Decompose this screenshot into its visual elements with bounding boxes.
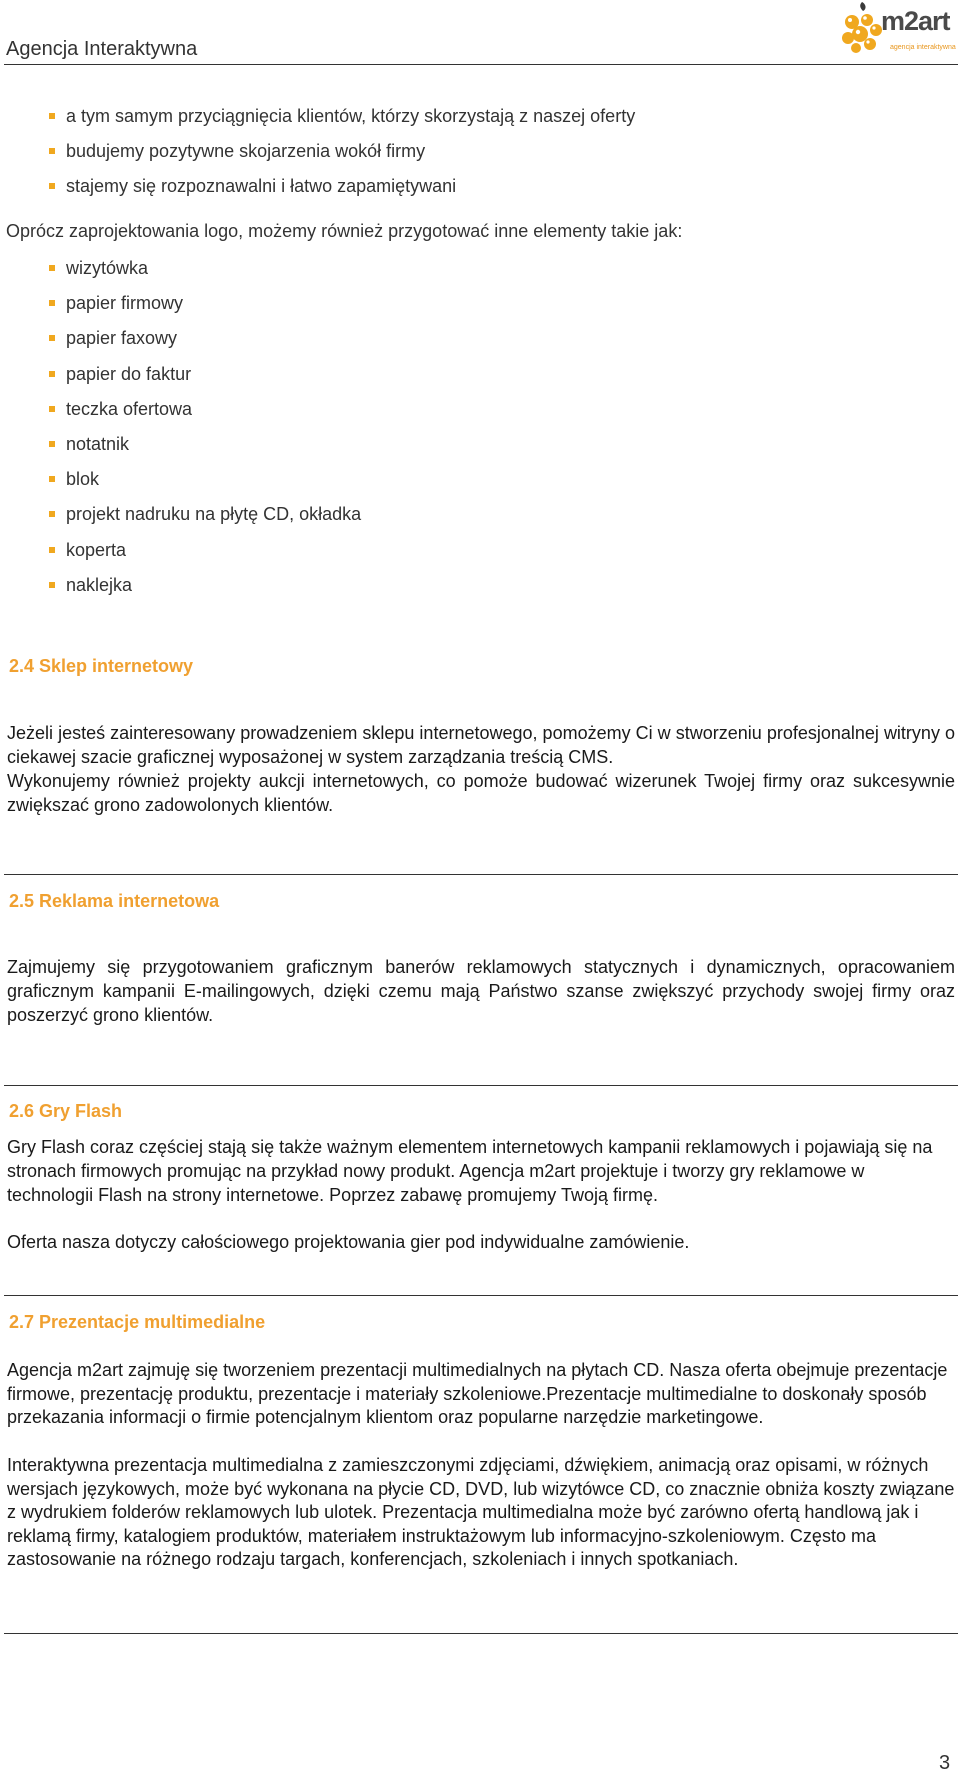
section-paragraph: Interaktywna prezentacja multimedialna z zamieszczonymi zdjęciami, dźwiękiem, animacją oraz opisami, w różnych wersjach językowych, może być wykonana na płycie CD, DVD, lub wizytówce CD, co znacznie obniża koszty związane z wydrukiem folderów reklamowych lub ulotek. Prezentacja multimedialna może być zarówno ofertą handlową jak i reklamą firmy, katalogiem produktów, materiałem instruktażowym lub informacyjno-szkoleniowym. Często ma zastosowanie na różnego rodzaju targach, konferencjach, szkoleniach i innych spotkaniach.: [7, 1455, 955, 1570]
list-item: stajemy się rozpoznawalni i łatwo zapamiętywani: [0, 169, 635, 204]
bullet-icon: [49, 511, 55, 517]
section-divider: [4, 1295, 958, 1296]
section-title-reklama: 2.5 Reklama internetowa: [9, 891, 220, 911]
section-paragraph: Agencja m2art zajmuję się tworzeniem prezentacji multimedialnych na płytach CD. Nasza oferta obejmuje prezentacje firmowe, prezentację produktu, prezentacje i materiały szkoleniowe.Prezentacje multimedialne to doskonały sposób przekazania informacji o firmie potencjalnym klientom oraz popularne narzędzie marketingowe.: [7, 1360, 948, 1428]
bullet-icon: [49, 183, 55, 189]
list-item: naklejka: [0, 568, 361, 603]
bullet-icon: [49, 406, 55, 412]
intro-text: Oprócz zaprojektowania logo, możemy również przygotować inne elementy takie jak:: [6, 221, 683, 241]
logo-subtext: agencja interaktywna: [890, 44, 956, 51]
header-title: Agencja Interaktywna: [6, 38, 198, 60]
page-number: 3: [939, 1752, 951, 1774]
list-item: papier firmowy: [0, 286, 361, 321]
bullet-icon: [49, 582, 55, 588]
orange-fruit-icon: [840, 0, 884, 56]
header-divider: [4, 64, 958, 65]
bullet-icon: [49, 547, 55, 553]
logo-wordmark: m2art: [881, 6, 950, 36]
section-divider: [4, 1085, 958, 1086]
list-item: papier faxowy: [0, 321, 361, 356]
bullet-icon: [49, 371, 55, 377]
list-item: projekt nadruku na płytę CD, okładka: [0, 497, 361, 532]
section-paragraph: Jeżeli jesteś zainteresowany prowadzeniem sklepu internetowego, pomożemy Ci w stworzeniu profesjonalnej witryny o ciekawej szacie graficznej wyposażonej w system zarządzania treścią CMS.: [7, 723, 955, 767]
list-item: wizytówka: [0, 251, 361, 286]
list-item: papier do faktur: [0, 357, 361, 392]
benefits-list: [0, 99, 635, 205]
section-paragraph: Oferta nasza dotyczy całościowego projektowania gier pod indywidualne zamówienie.: [7, 1232, 690, 1252]
bullet-icon: [49, 476, 55, 482]
section-title-sklep: 2.4 Sklep internetowy: [9, 656, 194, 676]
m2art-logo: [840, 0, 960, 58]
bullet-icon: [49, 265, 55, 271]
section-divider: [4, 1633, 958, 1634]
section-paragraph: Wykonujemy również projekty aukcji internetowych, co pomoże budować wizerunek Twojej firmy oraz sukcesywnie zwiększać grono zadowolonych klientów.: [7, 771, 955, 815]
list-item: budujemy pozytywne skojarzenia wokół firmy: [0, 134, 635, 169]
list-item: notatnik: [0, 427, 361, 462]
list-item: koperta: [0, 533, 361, 568]
list-item: a tym samym przyciągnięcia klientów, którzy skorzystają z naszej oferty: [0, 99, 635, 134]
bullet-icon: [49, 113, 55, 119]
section-paragraph: Zajmujemy się przygotowaniem graficznym banerów reklamowych statycznych i dynamicznych, opracowaniem graficznym kampanii E-mailingowych, dzięki czemu mają Państwo szanse zwiększyć przychody swojej firmy oraz poszerzyć grono klientów.: [7, 957, 955, 1025]
section-title-gry-flash: 2.6 Gry Flash: [9, 1101, 123, 1121]
bullet-icon: [49, 148, 55, 154]
bullet-icon: [49, 335, 55, 341]
section-divider: [4, 874, 958, 875]
section-title-prezentacje: 2.7 Prezentacje multimedialne: [9, 1312, 266, 1332]
list-item: teczka ofertowa: [0, 392, 361, 427]
list-item: blok: [0, 462, 361, 497]
section-paragraph: Gry Flash coraz częściej stają się także ważnym elementem internetowych kampanii reklamowych i pojawiają się na stronach firmowych promując na przykład nowy produkt. Agencja m2art projektuje i tworzy gry reklamowe w technologii Flash na strony internetowe. Poprzez zabawę promujemy Twoją firmę.: [7, 1137, 933, 1205]
bullet-icon: [49, 300, 55, 306]
bullet-icon: [49, 441, 55, 447]
elements-list: [0, 251, 361, 603]
